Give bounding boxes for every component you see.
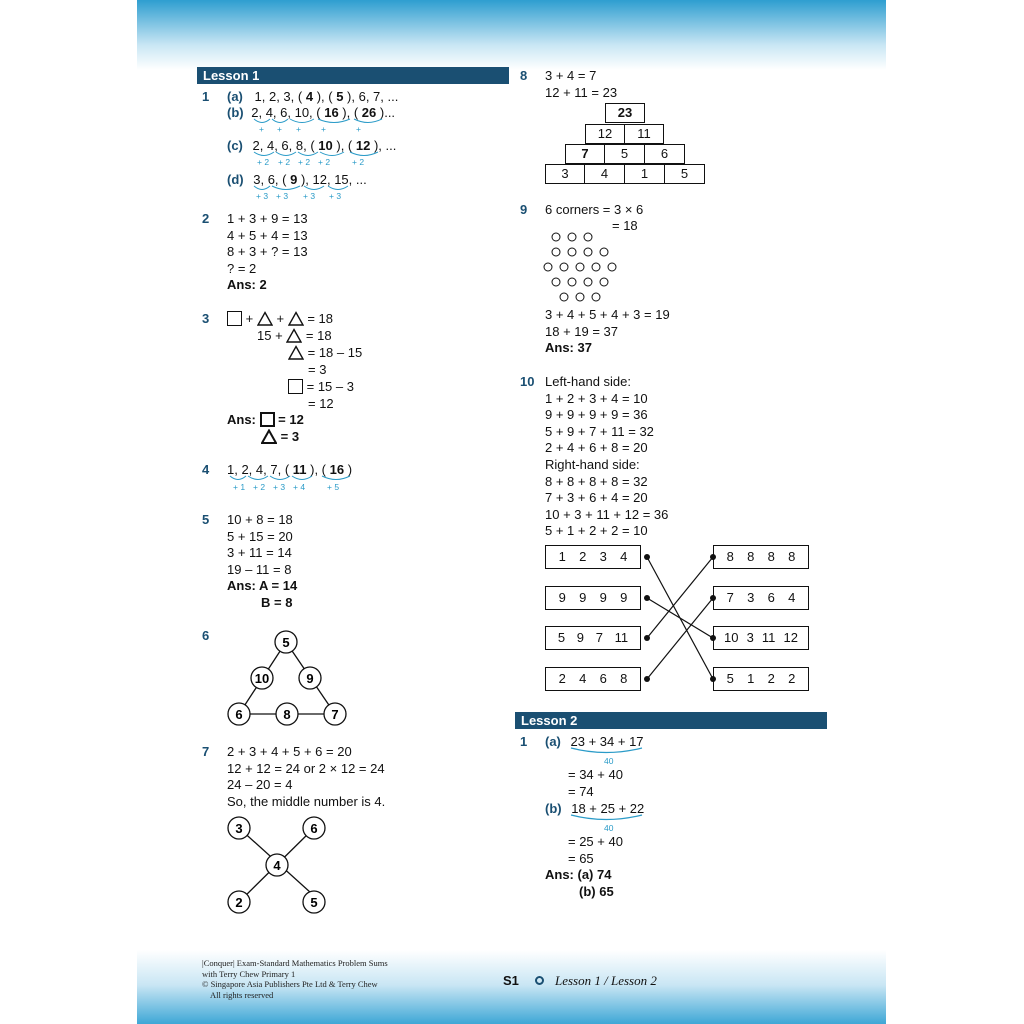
q9-hexagon-dots xyxy=(540,230,630,306)
q1c-pre: 2, 4, 6, 8, ( xyxy=(252,138,315,153)
q3-line-2 xyxy=(257,328,332,345)
q1a-post: ), 6, 7, ... xyxy=(347,89,399,104)
l2q1-answer-a: Ans: (a) 74 xyxy=(545,867,612,882)
l2q1a-line: = 74 xyxy=(568,783,594,799)
q2-line: 1 + 3 + 9 = 13 xyxy=(227,211,308,226)
box-number: 9 xyxy=(576,630,584,645)
box-number: 3 xyxy=(747,590,755,605)
q1b-answer-2: 26 xyxy=(358,105,380,120)
q2-line: ? = 2 xyxy=(227,260,257,276)
pyramid-cell: 1 xyxy=(624,164,665,184)
q9-calc xyxy=(545,307,670,357)
q9-line-1: 6 corners = 3 × 6 xyxy=(545,202,644,217)
q4-answer-2: 16 xyxy=(326,462,348,477)
box-number: 2 xyxy=(579,549,587,564)
node-label: 9 xyxy=(306,671,314,686)
q5-working xyxy=(227,512,297,612)
footer-book-info xyxy=(202,958,388,1000)
pyramid-cell: 23 xyxy=(605,103,645,123)
q1d-hint: + 3 xyxy=(256,191,269,201)
q10-line: 1 + 2 + 3 + 4 = 10 xyxy=(545,390,648,406)
l2q1a-working xyxy=(568,767,623,800)
footer-line: All rights reserved xyxy=(210,989,274,1000)
q3-line-5 xyxy=(288,379,354,396)
q1d-label: (d) xyxy=(227,172,244,187)
match-dot xyxy=(644,676,650,682)
triangle-icon xyxy=(288,345,304,360)
box-number: 4 xyxy=(788,590,796,605)
lesson-2-question-1-number: 1 xyxy=(520,734,528,749)
l2q1b-working xyxy=(568,834,623,867)
node-label: 5 xyxy=(310,895,318,910)
q1b-hint: + xyxy=(321,124,326,134)
q1c-hint: + 2 xyxy=(318,157,331,167)
l2q1b-expression: 18 + 25 + 22 xyxy=(571,801,645,816)
triangle-icon xyxy=(261,429,277,444)
question-3-number: 3 xyxy=(202,311,210,326)
match-dot xyxy=(710,635,716,641)
q10-line: 5 + 9 + 7 + 11 = 32 xyxy=(545,423,654,439)
q4-answer-1: 11 xyxy=(289,462,311,477)
circle-bullet-icon xyxy=(535,976,544,985)
q7-line: So, the middle number is 4. xyxy=(227,793,386,809)
q10-line: Left-hand side: xyxy=(545,374,632,389)
q1c-answer-2: 12 xyxy=(352,138,374,153)
footer-lessons: Lesson 1 / Lesson 2 xyxy=(555,973,657,988)
q10-working xyxy=(545,374,668,540)
q4-hint: + 2 xyxy=(253,482,266,492)
footer-line: © Singapore Asia Publishers Pte Ltd & Terry Chew xyxy=(202,979,378,989)
l2q1a-line: = 34 + 40 xyxy=(568,767,623,782)
box-number: 8 xyxy=(767,549,775,564)
box-number: 2 xyxy=(558,671,566,686)
q1b-post: )... xyxy=(379,105,396,120)
q1d-pre: 3, 6, ( xyxy=(253,172,287,187)
l2q1b-arc xyxy=(568,813,648,823)
l2q1a-arc xyxy=(568,746,648,756)
node-label: 3 xyxy=(235,821,243,836)
box-number: 2 xyxy=(767,671,775,686)
left-box xyxy=(545,545,641,569)
box-number: 8 xyxy=(726,549,734,564)
square-icon xyxy=(260,412,275,427)
q3-value: = 15 – 3 xyxy=(306,379,354,394)
q1c-hint: + 2 xyxy=(352,157,365,167)
box-number: 5 xyxy=(726,671,734,686)
right-box xyxy=(713,667,809,691)
box-number: 3 xyxy=(599,549,607,564)
q1b-hint: + xyxy=(356,124,361,134)
square-icon xyxy=(227,311,242,326)
node-label: 10 xyxy=(254,671,270,686)
node-label: 4 xyxy=(273,858,281,873)
q10-line: 5 + 1 + 2 + 2 = 10 xyxy=(545,523,648,539)
lesson-2-header: Lesson 2 xyxy=(515,712,827,729)
q4-hint: + 1 xyxy=(233,482,246,492)
l2q1-answer-b: (b) 65 xyxy=(579,883,614,899)
q1a-pre: 1, 2, 3, ( xyxy=(254,89,303,104)
q2-line: 4 + 5 + 4 = 13 xyxy=(227,227,308,243)
node-label: 6 xyxy=(310,821,318,836)
q3-line-3 xyxy=(288,345,362,362)
q4-mid: ), ( xyxy=(310,462,327,477)
q1c-post: ), ... xyxy=(373,138,397,153)
l2q1b-hint: 40 xyxy=(604,823,614,833)
box-number: 4 xyxy=(620,549,628,564)
q5-line: 10 + 8 = 18 xyxy=(227,512,293,527)
q4-hint: + 3 xyxy=(273,482,286,492)
q1c-hint: + 2 xyxy=(257,157,270,167)
q1c-answer-1: 10 xyxy=(314,138,337,153)
q4-hint: + 5 xyxy=(327,482,340,492)
q1b-answer-1: 16 xyxy=(320,105,343,120)
match-dot xyxy=(710,595,716,601)
node-label: 6 xyxy=(235,707,243,722)
match-dot xyxy=(644,554,650,560)
q9-line-2: = 18 xyxy=(612,218,638,233)
box-number: 2 xyxy=(788,671,796,686)
q3-answer-2 xyxy=(261,429,299,446)
question-4-number: 4 xyxy=(202,462,210,477)
box-number: 9 xyxy=(579,590,587,605)
right-box xyxy=(713,586,809,610)
question-1-number: 1 xyxy=(202,89,210,104)
node-label: 7 xyxy=(331,707,339,722)
q1a-line xyxy=(227,89,398,106)
q4-pre: 1, 2, 4, 7, ( xyxy=(227,462,290,477)
q3-answer-value: = 12 xyxy=(278,412,304,427)
plus: + xyxy=(276,311,285,326)
q1b-label: (b) xyxy=(227,105,244,120)
question-10-number: 10 xyxy=(520,374,535,389)
triangle-icon xyxy=(257,311,273,326)
question-7-number: 7 xyxy=(202,744,210,759)
q3-value: = 18 xyxy=(307,311,333,326)
q5-answer-2: B = 8 xyxy=(261,594,293,610)
box-number: 8 xyxy=(788,549,796,564)
q9-line: 3 + 4 + 5 + 4 + 3 = 19 xyxy=(545,307,670,322)
q1c-label: (c) xyxy=(227,138,243,153)
question-5-number: 5 xyxy=(202,512,210,527)
node-label: 2 xyxy=(235,895,243,910)
q7-working xyxy=(227,744,385,810)
q1c-hint: + 2 xyxy=(298,157,311,167)
q8-line: 3 + 4 = 7 xyxy=(545,68,597,83)
q5-line: 3 + 11 = 14 xyxy=(227,545,292,561)
square-icon xyxy=(288,379,303,394)
q10-line: 7 + 3 + 6 + 4 = 20 xyxy=(545,490,648,506)
q1b-hint: + xyxy=(259,124,264,134)
box-number: 1 xyxy=(558,549,566,564)
q2-working xyxy=(227,211,308,294)
pyramid-cell: 5 xyxy=(664,164,705,184)
q3-value: 15 + xyxy=(257,328,283,343)
q1d-answer: 9 xyxy=(286,172,301,187)
q1d-post: ), 12, 15, ... xyxy=(300,172,367,187)
box-number: 7 xyxy=(726,590,734,605)
box-number: 9 xyxy=(599,590,607,605)
lesson-1-header: Lesson 1 xyxy=(197,67,509,84)
l2q1b-line: = 25 + 40 xyxy=(568,834,623,849)
footer-line: |Conquer| Exam-Standard Mathematics Problem Sums xyxy=(202,958,388,968)
q9-answer: Ans: 37 xyxy=(545,340,592,356)
right-box xyxy=(713,545,809,569)
plus: + xyxy=(245,311,254,326)
box-number: 6 xyxy=(599,671,607,686)
q3-line-4: = 3 xyxy=(308,362,327,377)
box-number: 6 xyxy=(767,590,775,605)
q1a-answer-1: 4 xyxy=(302,89,317,104)
q3-value: = 18 xyxy=(305,328,332,343)
pyramid-cell: 4 xyxy=(584,164,625,184)
q2-answer: Ans: 2 xyxy=(227,277,267,293)
q4-post: ) xyxy=(347,462,353,477)
q8-line: 12 + 11 = 23 xyxy=(545,84,618,100)
l2q1a-hint: 40 xyxy=(604,756,614,766)
node-label: 8 xyxy=(283,707,291,722)
q3-answer-label: Ans: xyxy=(227,412,256,427)
box-number: 5 xyxy=(557,630,566,645)
q2-line: 8 + 3 + ? = 13 xyxy=(227,244,308,260)
question-8-number: 8 xyxy=(520,68,528,83)
q1d-hint: + 3 xyxy=(276,191,289,201)
left-box xyxy=(545,667,641,691)
pyramid-cell: 7 xyxy=(565,144,605,164)
q1d-hint: + 3 xyxy=(303,191,316,201)
box-number: 8 xyxy=(620,671,628,686)
q10-line: 2 + 4 + 6 + 8 = 20 xyxy=(545,440,648,456)
box-number: 11 xyxy=(614,630,629,645)
q1a-label: (a) xyxy=(227,89,243,104)
q1b-hint: + xyxy=(296,124,301,134)
q5-line: 5 + 15 = 20 xyxy=(227,528,293,544)
q7-line: 2 + 3 + 4 + 5 + 6 = 20 xyxy=(227,744,352,759)
q1b-mid: ), ( xyxy=(342,105,359,120)
q9-line: 18 + 19 = 37 xyxy=(545,323,619,339)
q7-line: 24 – 20 = 4 xyxy=(227,777,293,793)
l2q1-answers xyxy=(545,867,614,900)
l2q1b-label: (b) xyxy=(545,801,562,816)
l2q1b-line: = 65 xyxy=(568,850,594,866)
q1b-arcs xyxy=(250,117,390,127)
q3-line-6: = 12 xyxy=(308,396,334,411)
pyramid-cell: 12 xyxy=(585,124,625,144)
box-number: 7 xyxy=(595,630,603,645)
question-6-number: 6 xyxy=(202,628,210,643)
q6-triangle-diagram xyxy=(220,625,360,730)
q1c-mid: ), ( xyxy=(336,138,353,153)
node-label: 5 xyxy=(282,635,290,650)
footer-line: with Terry Chew Primary 1 xyxy=(202,968,296,979)
pyramid-cell: 5 xyxy=(604,144,645,164)
l2q1a-expression: 23 + 34 + 17 xyxy=(570,734,644,749)
q1a-mid: ), ( xyxy=(316,89,333,104)
l2q1a-label: (a) xyxy=(545,734,561,749)
q3-line-1 xyxy=(227,311,333,328)
page-number: S1 xyxy=(503,973,519,988)
right-box xyxy=(713,626,809,650)
q1a-answer-2: 5 xyxy=(332,89,348,104)
triangle-icon xyxy=(288,311,304,326)
pyramid-cell: 6 xyxy=(644,144,685,164)
left-box xyxy=(545,586,641,610)
q4-hint: + 4 xyxy=(293,482,306,492)
triangle-icon xyxy=(286,328,302,343)
match-dot xyxy=(644,635,650,641)
left-box xyxy=(545,626,641,650)
q10-matching-lines xyxy=(640,540,720,700)
q1b-hint: + xyxy=(277,124,282,134)
q7-line: 12 + 12 = 24 or 2 × 12 = 24 xyxy=(227,760,385,776)
q5-line: 19 – 11 = 8 xyxy=(227,561,292,577)
box-number: 1 xyxy=(747,671,755,686)
box-number: 3 xyxy=(746,630,754,645)
q10-line: 10 + 3 + 11 + 12 = 36 xyxy=(545,506,669,522)
match-dot xyxy=(710,554,716,560)
q1c-hint: + 2 xyxy=(278,157,291,167)
q1b-pre: 2, 4, 6, 10, ( xyxy=(251,105,321,120)
q3-answer-1 xyxy=(227,412,304,429)
box-number: 8 xyxy=(747,549,755,564)
q3-answer-value: = 3 xyxy=(280,429,300,444)
pyramid-cell: 11 xyxy=(624,124,664,144)
question-2-number: 2 xyxy=(202,211,210,226)
q1d-hint: + 3 xyxy=(329,191,342,201)
q7-cross-diagram xyxy=(220,810,340,920)
question-9-number: 9 xyxy=(520,202,528,217)
box-number: 9 xyxy=(620,590,628,605)
q10-line: 8 + 8 + 8 + 8 = 32 xyxy=(545,473,648,489)
match-dot xyxy=(644,595,650,601)
box-number: 9 xyxy=(558,590,566,605)
q5-answer-1: Ans: A = 14 xyxy=(227,578,298,594)
q10-line: 9 + 9 + 9 + 9 = 36 xyxy=(545,407,648,423)
box-number: 12 xyxy=(783,630,798,645)
pyramid-cell: 3 xyxy=(545,164,585,184)
match-dot xyxy=(710,676,716,682)
box-number: 10 xyxy=(724,630,739,645)
q3-value: = 18 – 15 xyxy=(307,345,363,360)
q10-line: Right-hand side: xyxy=(545,456,640,472)
box-number: 11 xyxy=(761,630,776,645)
q8-working xyxy=(545,68,617,101)
box-number: 4 xyxy=(579,671,587,686)
